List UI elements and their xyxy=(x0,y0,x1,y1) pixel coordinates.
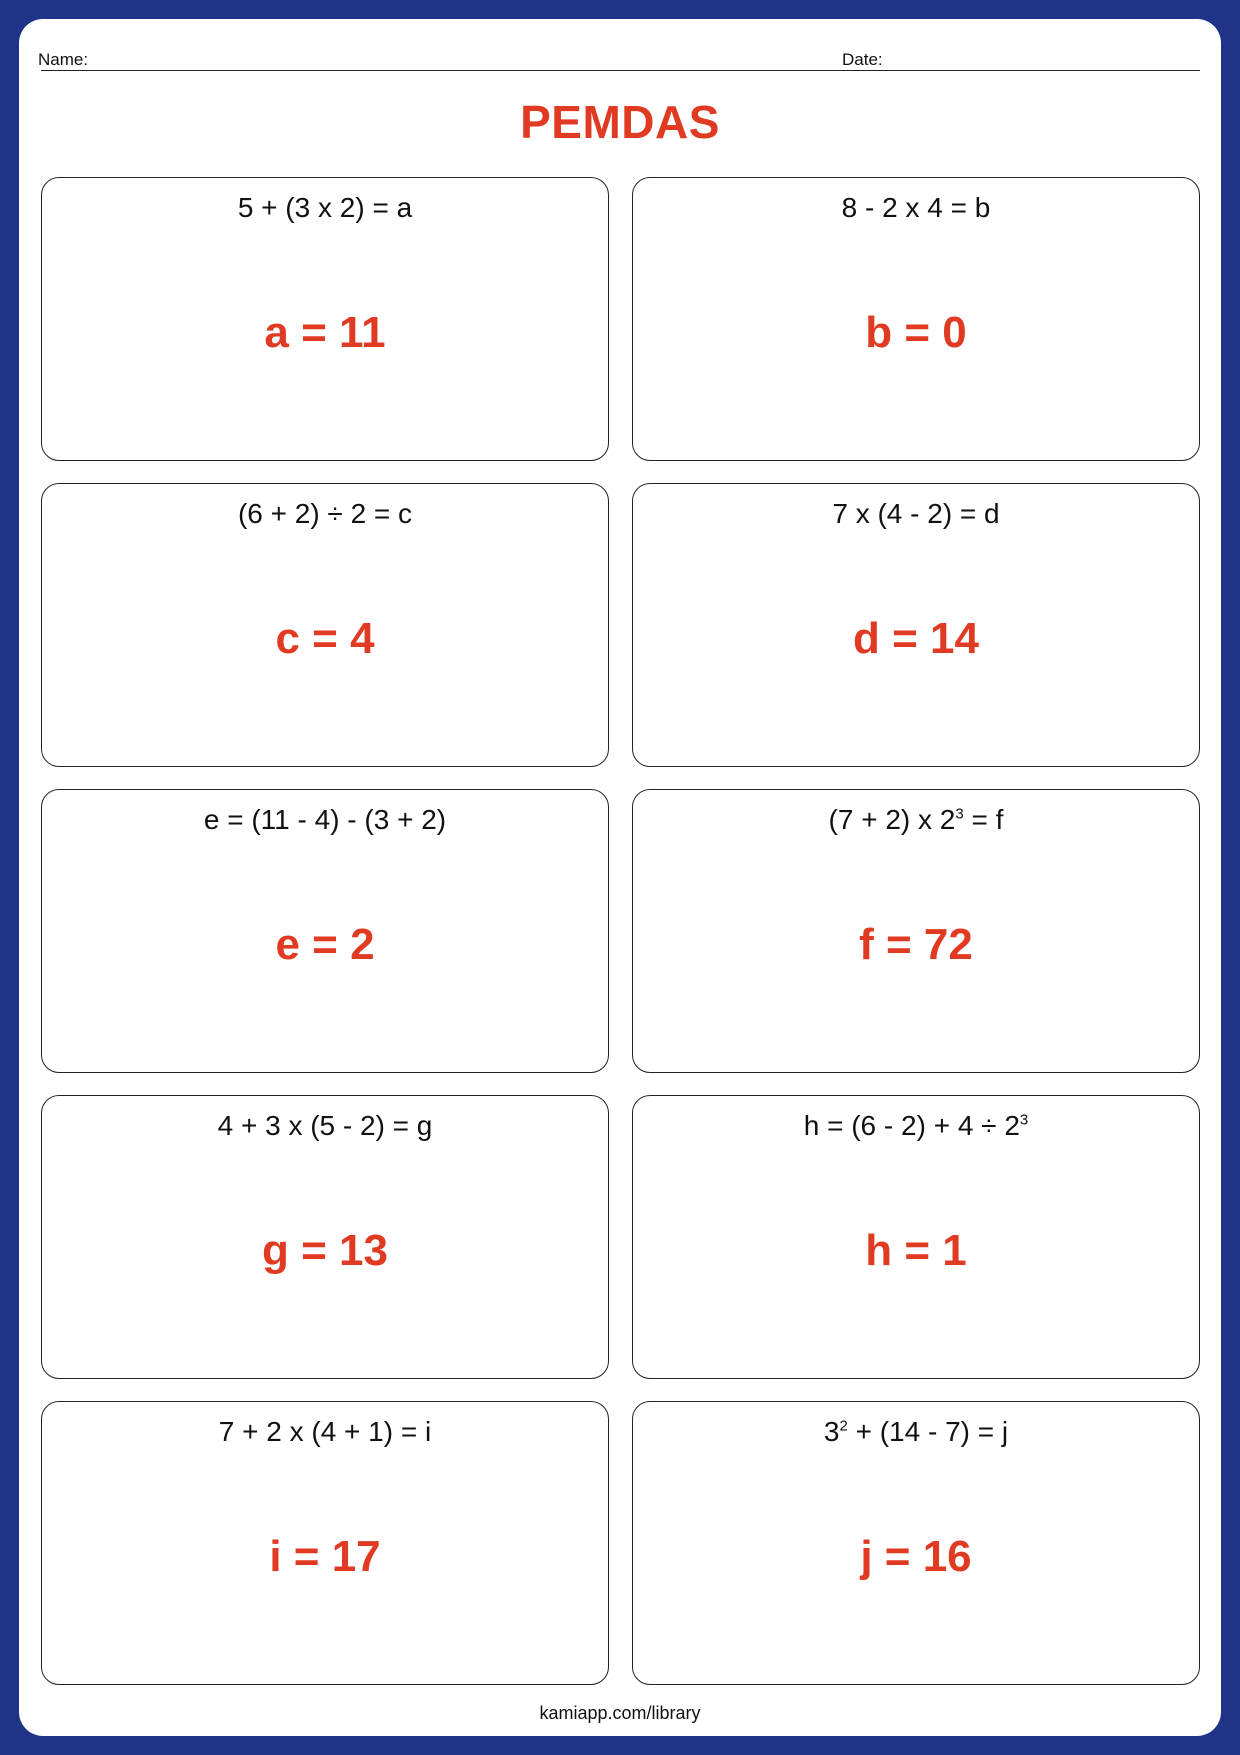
exponent: 3 xyxy=(955,805,964,823)
exponent: 3 xyxy=(1019,1111,1029,1129)
worksheet-page xyxy=(19,19,1221,1736)
answer-text: b = 0 xyxy=(865,308,967,357)
answer-text: h = 1 xyxy=(865,1226,967,1275)
page-title: PEMDAS xyxy=(520,96,720,148)
problem-text xyxy=(633,804,1199,836)
header-divider xyxy=(41,70,1200,71)
problem-text: 7 + 2 x (4 + 1) = i xyxy=(218,1416,432,1447)
problem-card-b xyxy=(632,177,1200,461)
problem-text: 5 + (3 x 2) = a xyxy=(237,192,413,223)
answer-text: e = 2 xyxy=(275,920,375,969)
problem-card-e xyxy=(41,789,609,1073)
problem-text-main: h = (6 - 2) + 4 ÷ 2 xyxy=(803,1110,1020,1141)
problem-text-tail: + (14 - 7) = j xyxy=(847,1416,1009,1447)
problem-card-c xyxy=(41,483,609,767)
problem-card-j xyxy=(632,1401,1200,1685)
problem-text-main: (7 + 2) x 2 xyxy=(828,804,956,835)
problem-card-i xyxy=(41,1401,609,1685)
name-label: Name: xyxy=(38,50,89,69)
header-row xyxy=(38,36,1202,70)
exponent: 2 xyxy=(839,1417,848,1435)
problem-text: 8 - 2 x 4 = b xyxy=(841,192,991,223)
footer-url: kamiapp.com/library xyxy=(539,1703,701,1723)
answer-text: f = 72 xyxy=(859,920,973,969)
problem-grid xyxy=(41,177,1202,1707)
problem-card-h xyxy=(632,1095,1200,1379)
answer-text: d = 14 xyxy=(853,614,979,663)
problem-text: 4 + 3 x (5 - 2) = g xyxy=(217,1110,433,1141)
answer-text: g = 13 xyxy=(262,1226,388,1275)
problem-card-d xyxy=(632,483,1200,767)
problem-card-f xyxy=(632,789,1200,1073)
problem-text-tail: = f xyxy=(963,804,1004,835)
answer-text: c = 4 xyxy=(275,614,375,663)
problem-text: 7 x (4 - 2) = d xyxy=(832,498,1000,529)
answer-text: j = 16 xyxy=(860,1532,972,1581)
problem-card-g xyxy=(41,1095,609,1379)
answer-text: i = 17 xyxy=(269,1532,381,1581)
answer-text: a = 11 xyxy=(264,308,386,357)
problem-text xyxy=(633,1110,1199,1142)
problem-text-main: 3 xyxy=(823,1416,840,1447)
problem-text: e = (11 - 4) - (3 + 2) xyxy=(203,804,447,835)
date-label: Date: xyxy=(842,50,883,69)
problem-text xyxy=(633,1416,1199,1448)
problem-card-a xyxy=(41,177,609,461)
problem-text: (6 + 2) ÷ 2 = c xyxy=(237,498,413,529)
